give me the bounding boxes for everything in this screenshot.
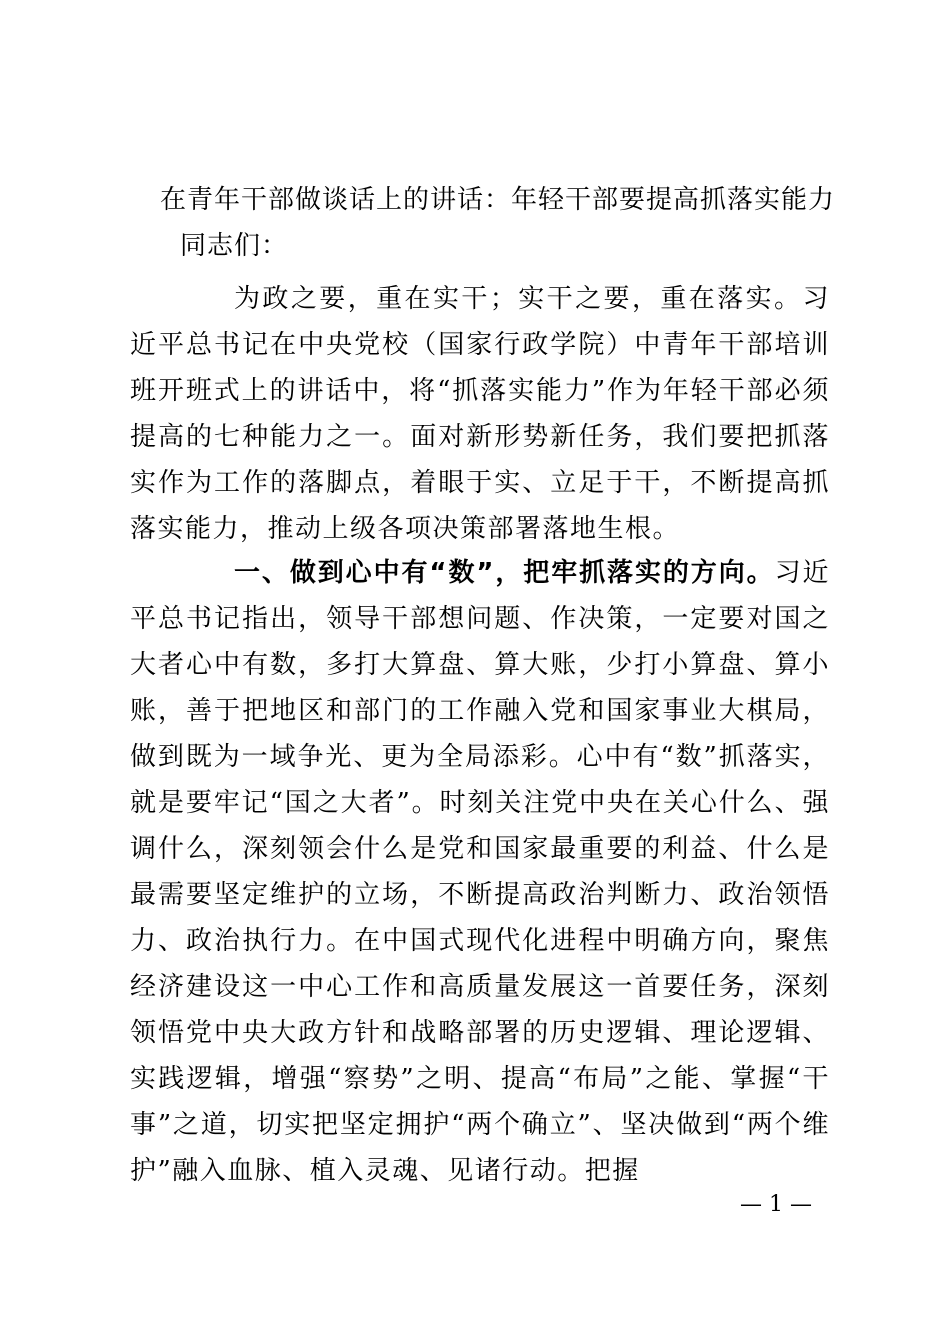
section-heading: 一、做到心中有“数”，把牢抓落实的方向。 (234, 558, 775, 588)
page-number: — 1 — (740, 1192, 812, 1217)
paragraph-intro-text: 为政之要，重在实干；实干之要，重在落实。习近平总书记在中央党校（国家行政学院）中青年干部培训班开班式上的讲话中，将“抓落实能力”作为年轻干部必须提高的七种能力之一。面对新形势新任务，我们要把抓落实作为工作的落脚点，着眼于实、立足于干，不断提高抓落实能力，推动上级各项决策部署落地生根。 (130, 284, 830, 544)
paragraph-intro (130, 276, 830, 552)
paragraph-section-one-text: 习近平总书记指出，领导干部想问题、作决策，一定要对国之大者心中有数，多打大算盘、算大账，少打小算盘、算小账，善于把地区和部门的工作融入党和国家事业大棋局，做到既为一域争光、更为全局添彩。心中有“数”抓落实，就是要牢记“国之大者”。时刻关注党中央在关心什么、强调什么，深刻领会什么是党和国家最重要的利益、什么是最需要坚定维护的立场，不断提高政治判断力、政治领悟力、政治执行力。在中国式现代化进程中明确方向，聚焦经济建设这一中心工作和高质量发展这一首要任务，深刻领悟党中央大政方针和战略部署的历史逻辑、理论逻辑、实践逻辑，增强“察势”之明、提高“布局”之能、掌握“干事”之道，切实把坚定拥护“两个确立”、坚决做到“两个维护”融入血脉、植入灵魂、见诸行动。把握 (130, 558, 830, 1186)
greeting: 同志们： (180, 231, 289, 261)
paragraph-section-one (130, 550, 830, 1194)
document-title: 在青年干部做谈话上的讲话：年轻干部要提高抓落实能力 (160, 185, 836, 215)
